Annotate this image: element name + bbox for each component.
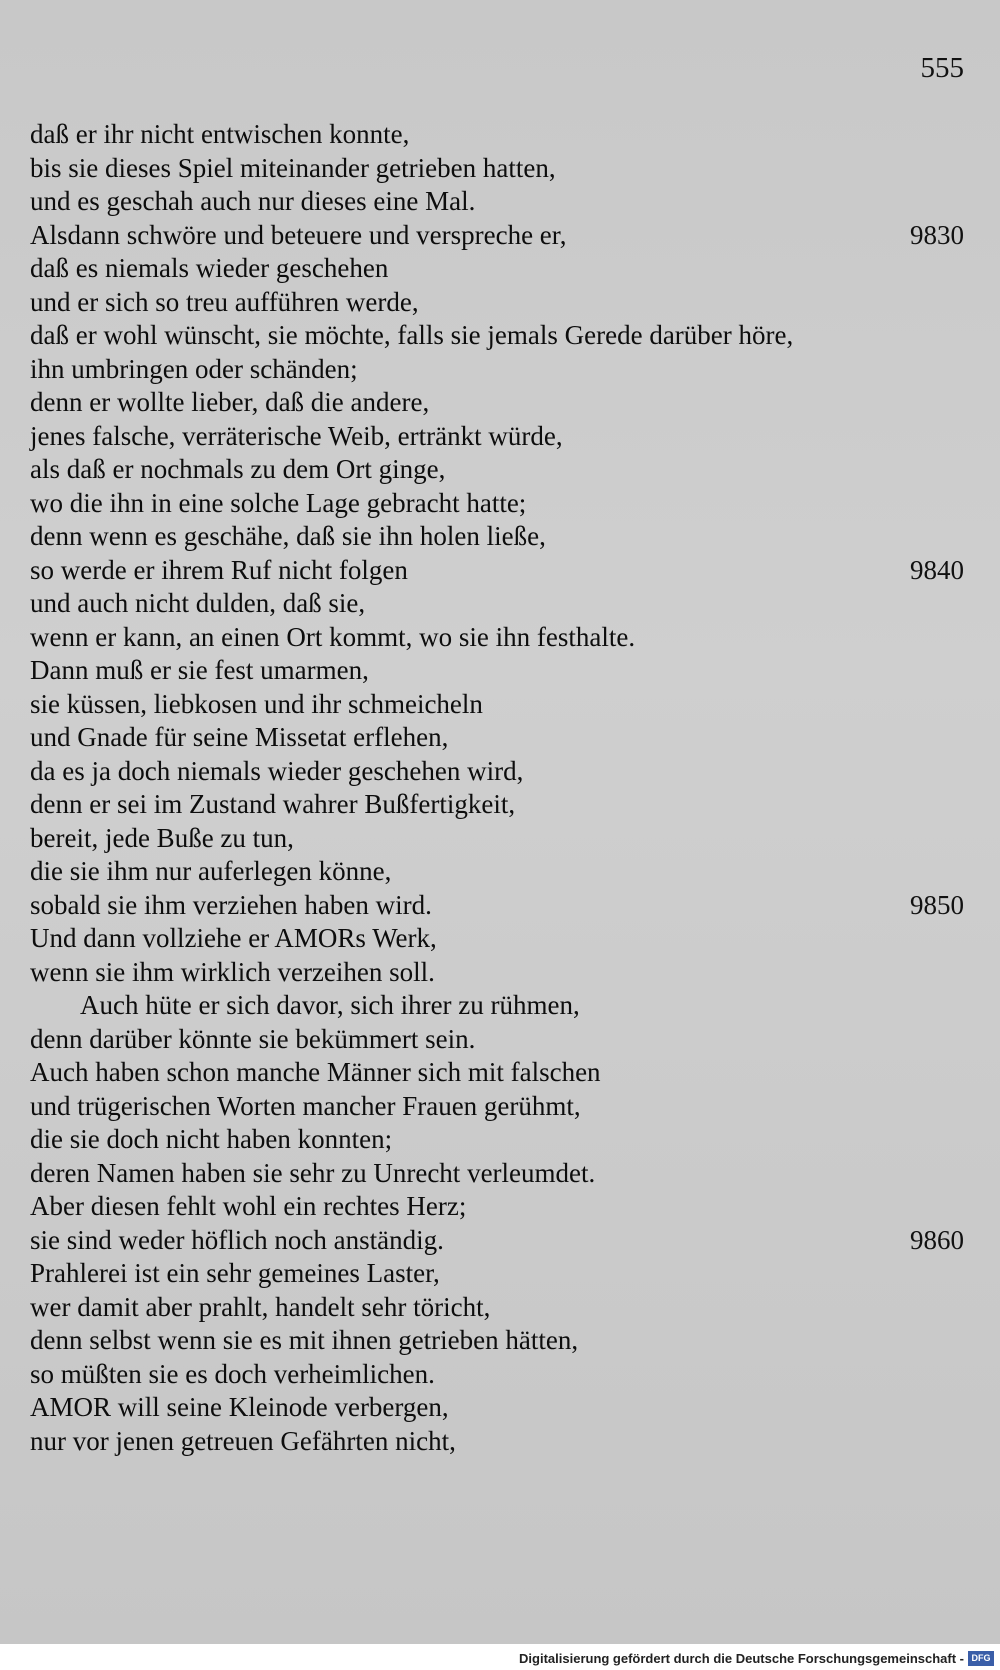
verse-line-text: denn darüber könnte sie bekümmert sein. <box>30 1023 476 1054</box>
line-number: 9850 <box>910 889 964 920</box>
verse-text <box>30 118 970 1458</box>
verse-line <box>30 788 970 822</box>
verse-line-text: nur vor jenen getreuen Gefährten nicht, <box>30 1425 456 1456</box>
verse-line-text: sobald sie ihm verziehen haben wird. <box>30 889 432 920</box>
verse-line-text: daß es niemals wieder geschehen <box>30 253 389 283</box>
verse-line-text: und trügerischen Worten mancher Frauen gerühmt, <box>30 1090 581 1121</box>
verse-line-text: wo die ihn in eine solche Lage gebracht hatte; <box>30 487 527 518</box>
verse-line-text: da es ja doch niemals wieder geschehen wird, <box>30 755 524 786</box>
verse-line <box>30 319 970 353</box>
verse-line <box>30 252 970 286</box>
verse-line-text: bis sie dieses Spiel miteinander getrieben hatten, <box>30 152 556 183</box>
verse-line-text: und er sich so treu aufführen werde, <box>30 286 419 317</box>
verse-line-text: daß er wohl wünscht, sie möchte, falls sie jemals Gerede darüber höre, <box>30 320 794 350</box>
verse-line <box>30 1190 970 1224</box>
verse-line <box>30 152 970 186</box>
verse-line <box>30 1324 970 1358</box>
verse-line <box>30 420 970 454</box>
line-number: 9860 <box>910 1224 964 1255</box>
verse-line-text: denn er wollte lieber, daß die andere, <box>30 387 430 417</box>
verse-line <box>30 1123 970 1157</box>
verse-line-text: AMOR will seine Kleinode verbergen, <box>30 1392 449 1422</box>
verse-line-text: Aber diesen fehlt wohl ein rechtes Herz; <box>30 1191 467 1221</box>
verse-line-text: denn wenn es geschähe, daß sie ihn holen ließe, <box>30 521 546 551</box>
verse-line <box>30 1257 970 1291</box>
verse-line-text: denn er sei im Zustand wahrer Bußfertigkeit, <box>30 789 516 819</box>
verse-line <box>30 554 970 588</box>
verse-line-text: und Gnade für seine Missetat erflehen, <box>30 722 449 752</box>
verse-line <box>30 688 970 722</box>
verse-line-text: deren Namen haben sie sehr zu Unrecht verleumdet. <box>30 1157 596 1188</box>
verse-line <box>30 822 970 856</box>
verse-line-text: wenn sie ihm wirklich verzeihen soll. <box>30 956 435 987</box>
verse-line <box>30 118 970 152</box>
verse-line <box>30 721 970 755</box>
verse-line-text: bereit, jede Buße zu tun, <box>30 822 294 853</box>
verse-line <box>30 487 970 521</box>
footer-credit: Digitalisierung gefördert durch die Deutsche Forschungsgemeinschaft - <box>519 1651 964 1666</box>
verse-line <box>30 1391 970 1425</box>
verse-line-text: und es geschah auch nur dieses eine Mal. <box>30 186 476 216</box>
page-number: 555 <box>920 52 964 84</box>
line-number: 9830 <box>910 219 964 250</box>
verse-line <box>30 1056 970 1090</box>
dfg-logo-icon: DFG <box>968 1651 994 1666</box>
line-number: 9840 <box>910 554 964 585</box>
verse-line-text: Dann muß er sie fest umarmen, <box>30 655 369 685</box>
footer-bar <box>0 1644 1000 1670</box>
verse-line <box>30 219 970 253</box>
verse-line <box>30 1425 970 1459</box>
verse-line <box>30 1224 970 1258</box>
verse-line-text: Auch hüte er sich davor, sich ihrer zu rühmen, <box>80 990 580 1020</box>
verse-line-text: jenes falsche, verräterische Weib, ertränkt würde, <box>30 420 563 451</box>
verse-line <box>30 520 970 554</box>
verse-line <box>30 621 970 655</box>
verse-line <box>30 654 970 688</box>
verse-line-text: und auch nicht dulden, daß sie, <box>30 588 366 618</box>
verse-line <box>30 1358 970 1392</box>
verse-line <box>30 1090 970 1124</box>
verse-line-text: wer damit aber prahlt, handelt sehr töricht, <box>30 1291 491 1322</box>
verse-line-text: sie küssen, liebkosen und ihr schmeicheln <box>30 688 483 719</box>
verse-line-text: als daß er nochmals zu dem Ort ginge, <box>30 454 446 484</box>
verse-line-text: daß er ihr nicht entwischen konnte, <box>30 119 410 149</box>
verse-line <box>30 1291 970 1325</box>
verse-line <box>30 386 970 420</box>
verse-line <box>30 1023 970 1057</box>
verse-line-text: sie sind weder höflich noch anständig. <box>30 1224 444 1255</box>
verse-line-text: Prahlerei ist ein sehr gemeines Laster, <box>30 1258 440 1288</box>
verse-line-text: denn selbst wenn sie es mit ihnen getrieben hätten, <box>30 1325 579 1355</box>
verse-line-text: die sie doch nicht haben konnten; <box>30 1124 393 1154</box>
verse-line-text: Auch haben schon manche Männer sich mit falschen <box>30 1057 601 1087</box>
verse-line-text: wenn er kann, an einen Ort kommt, wo sie ihn festhalte. <box>30 621 636 652</box>
verse-line-text: die sie ihm nur auferlegen könne, <box>30 856 392 886</box>
verse-line <box>30 922 970 956</box>
verse-line <box>30 286 970 320</box>
verse-line <box>30 956 970 990</box>
verse-line-text: Alsdann schwöre und beteuere und verspreche er, <box>30 219 567 250</box>
verse-line <box>30 755 970 789</box>
verse-line <box>30 889 970 923</box>
verse-line <box>30 587 970 621</box>
verse-line-text: Und dann vollziehe er AMORs Werk, <box>30 923 437 953</box>
verse-line <box>30 1157 970 1191</box>
verse-line-text: so müßten sie es doch verheimlichen. <box>30 1358 435 1389</box>
verse-line-text: so werde er ihrem Ruf nicht folgen <box>30 554 408 585</box>
verse-line <box>30 989 970 1023</box>
verse-line <box>30 353 970 387</box>
verse-line <box>30 185 970 219</box>
verse-line <box>30 453 970 487</box>
verse-line-text: ihn umbringen oder schänden; <box>30 353 358 384</box>
verse-line <box>30 855 970 889</box>
